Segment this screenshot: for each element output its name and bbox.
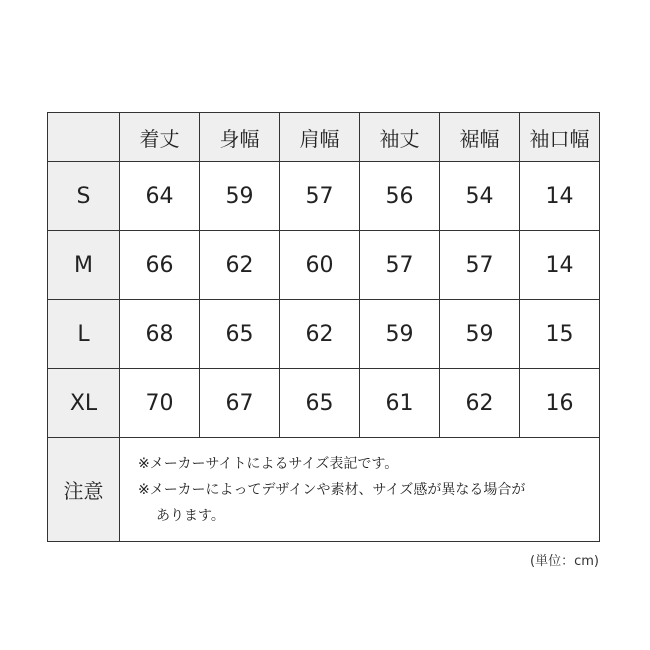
size-chart-table — [47, 112, 600, 542]
value-cell: 54 — [440, 162, 520, 231]
unit-label: (単位：cm) — [530, 554, 599, 569]
value-cell: 65 — [200, 300, 280, 369]
header-cell: 袖口幅 — [520, 113, 600, 162]
value-cell: 56 — [360, 162, 440, 231]
header-corner-cell — [48, 113, 120, 162]
note-line: ※メーカーによってデザインや素材、サイズ感が異なる場合が — [138, 481, 526, 498]
value-cell: 70 — [120, 369, 200, 438]
header-row — [48, 113, 600, 162]
value-cell: 68 — [120, 300, 200, 369]
size-label-cell: M — [48, 231, 120, 300]
value-cell: 59 — [360, 300, 440, 369]
size-label-cell: L — [48, 300, 120, 369]
value-cell: 57 — [440, 231, 520, 300]
notes-label-cell: 注意 — [48, 438, 120, 542]
value-cell: 57 — [360, 231, 440, 300]
note-line: ※メーカーサイトによるサイズ表記です。 — [138, 455, 399, 472]
value-cell: 64 — [120, 162, 200, 231]
notes-row — [48, 438, 600, 542]
table-row — [48, 369, 600, 438]
value-cell: 62 — [280, 300, 360, 369]
value-cell: 67 — [200, 369, 280, 438]
size-label-cell: S — [48, 162, 120, 231]
header-cell: 着丈 — [120, 113, 200, 162]
value-cell: 59 — [440, 300, 520, 369]
value-cell: 14 — [520, 231, 600, 300]
value-cell: 16 — [520, 369, 600, 438]
size-label-cell: XL — [48, 369, 120, 438]
header-cell: 裾幅 — [440, 113, 520, 162]
header-cell: 袖丈 — [360, 113, 440, 162]
table-row — [48, 231, 600, 300]
table-row — [48, 300, 600, 369]
value-cell: 61 — [360, 369, 440, 438]
value-cell: 57 — [280, 162, 360, 231]
notes-body-cell — [120, 438, 600, 542]
value-cell: 14 — [520, 162, 600, 231]
table-row — [48, 162, 600, 231]
header-cell: 身幅 — [200, 113, 280, 162]
value-cell: 62 — [200, 231, 280, 300]
header-cell: 肩幅 — [280, 113, 360, 162]
value-cell: 66 — [120, 231, 200, 300]
value-cell: 60 — [280, 231, 360, 300]
value-cell: 62 — [440, 369, 520, 438]
value-cell: 15 — [520, 300, 600, 369]
note-line-continuation: あります。 — [156, 507, 225, 524]
value-cell: 59 — [200, 162, 280, 231]
value-cell: 65 — [280, 369, 360, 438]
